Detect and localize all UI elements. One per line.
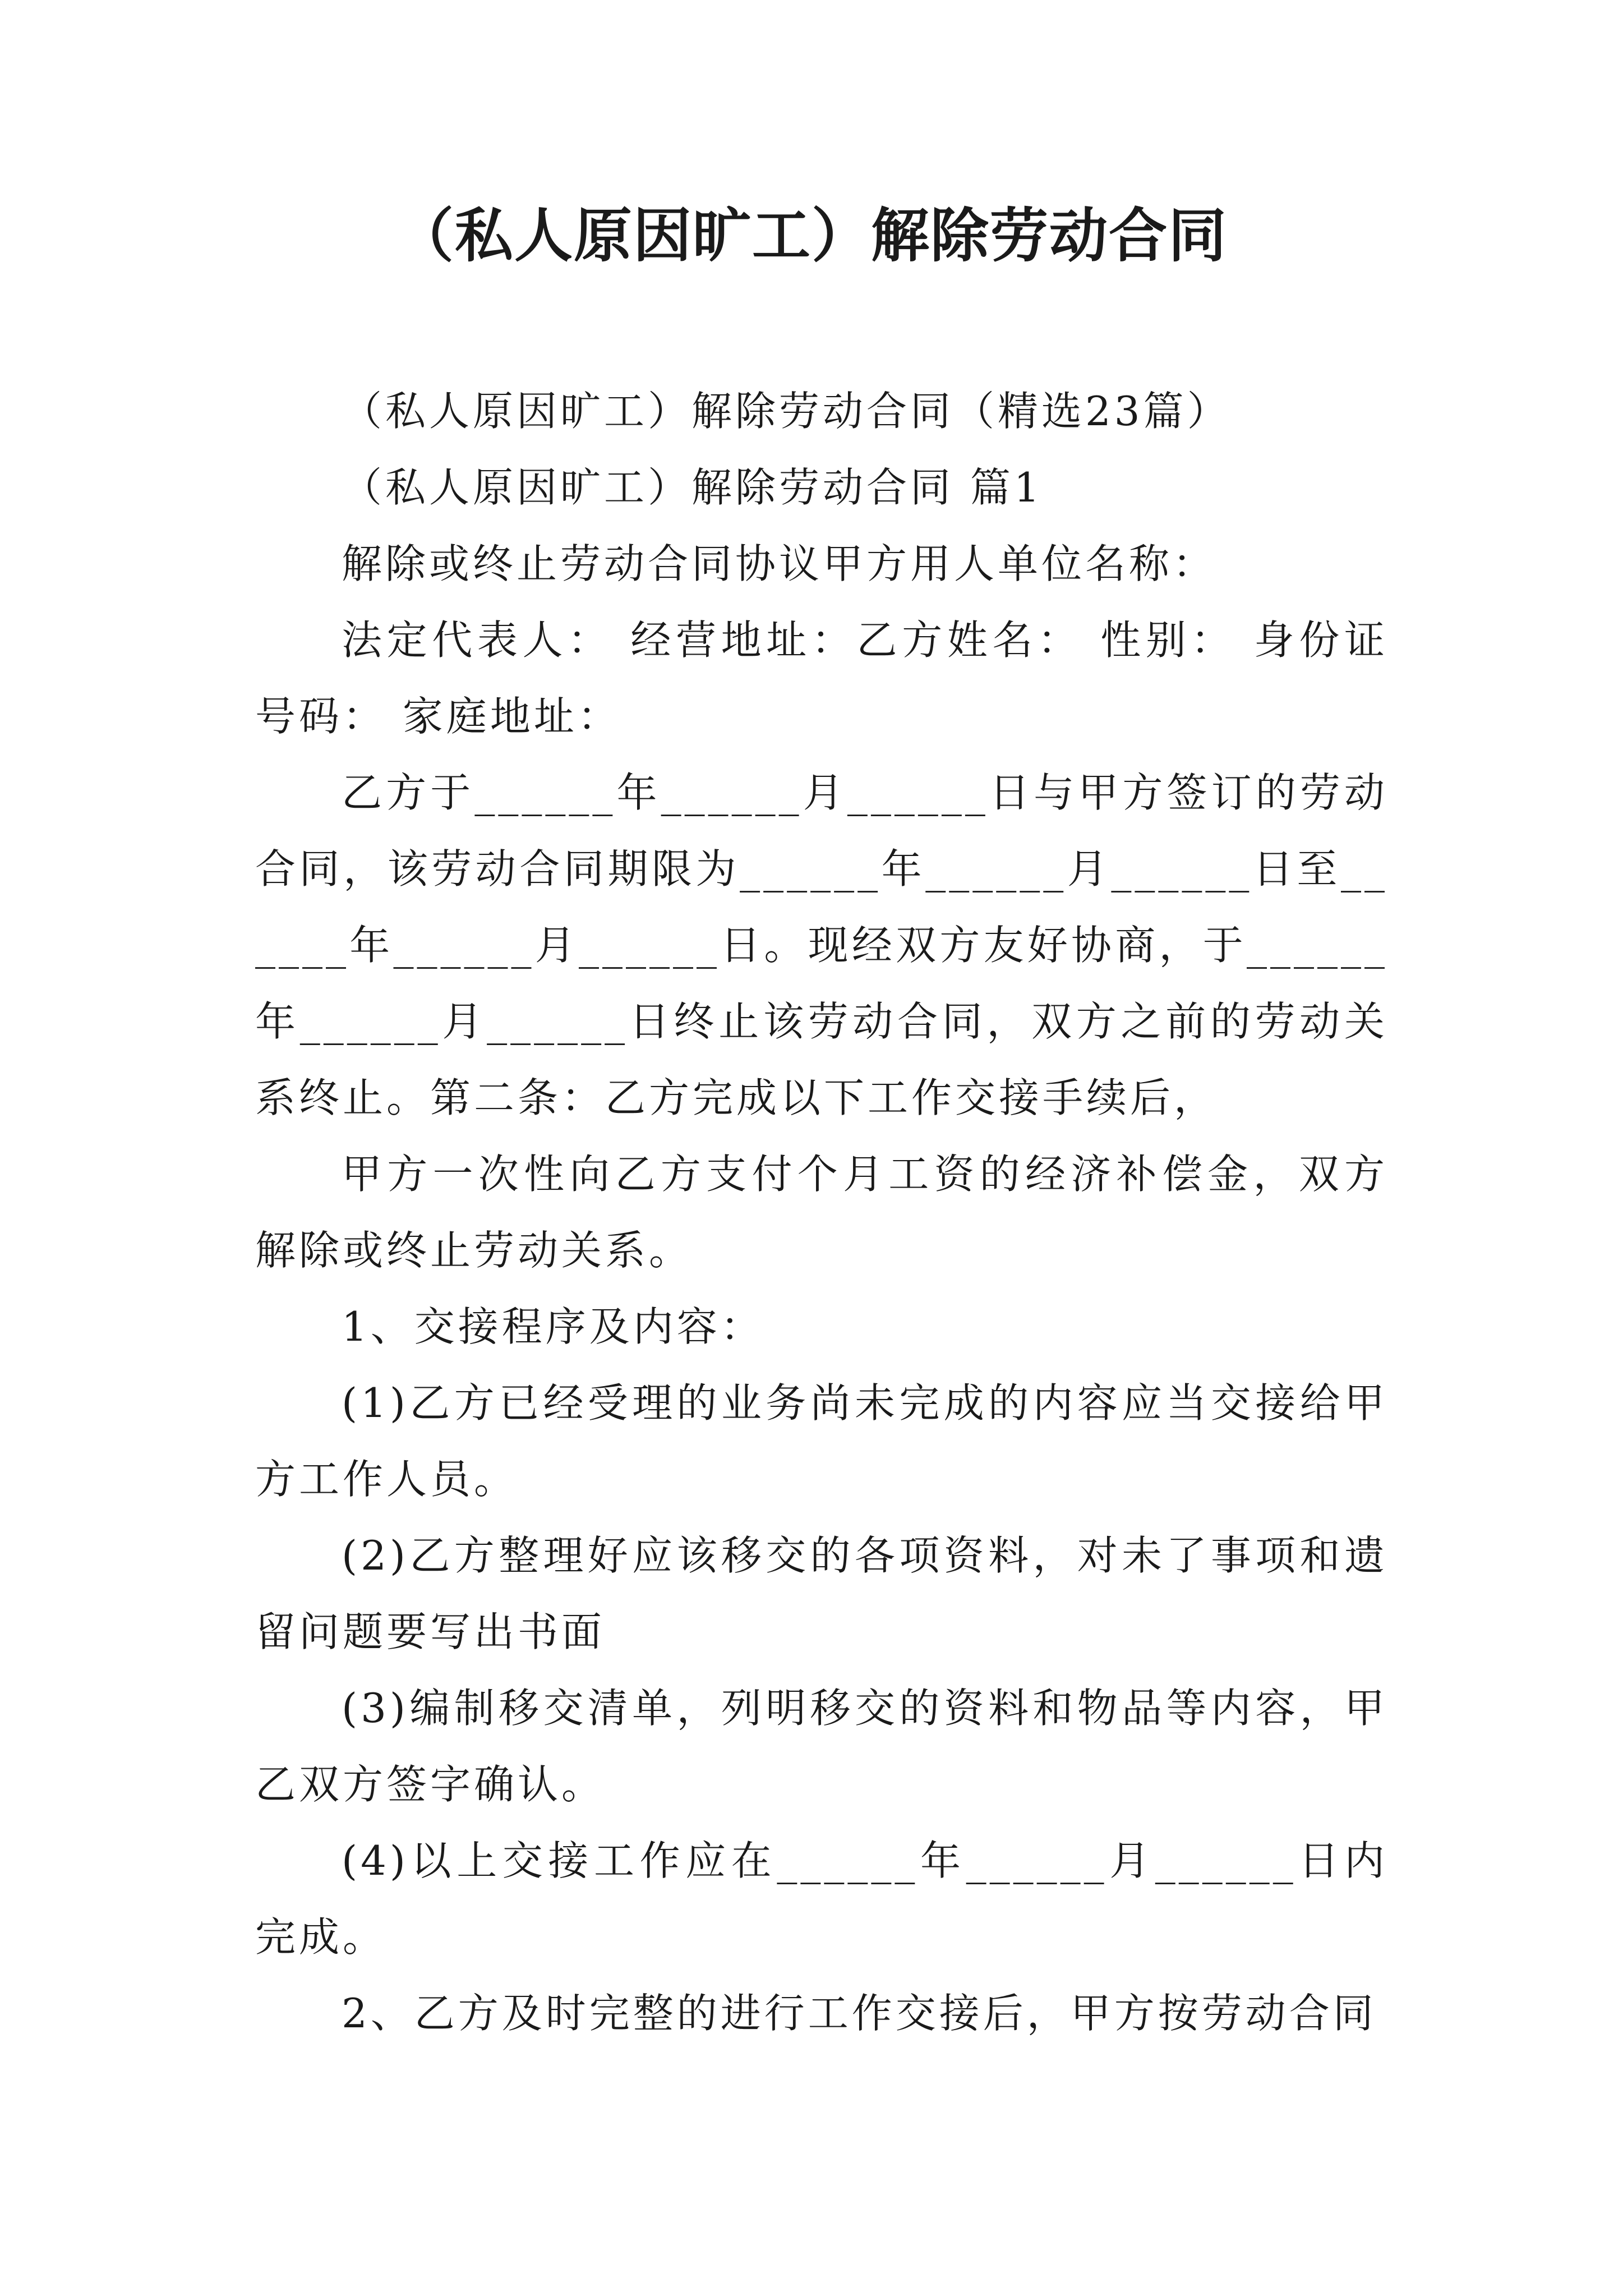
- list-item: (4)以上交接工作应在______年______月______日内完成。: [255, 1837, 1388, 1961]
- paragraph: 2、乙方及时完整的进行工作交接后，甲方按劳动合同: [342, 1990, 1377, 2037]
- document-title: （私人原因旷工）解除劳动合同: [395, 201, 1228, 270]
- document-body: [255, 373, 1388, 2051]
- paragraph: 甲方一次性向乙方支付个月工资的经济补偿金，双方解除或终止劳动关系。: [255, 1151, 1388, 1274]
- paragraph: 乙方于______年______月______日与甲方签订的劳动合同，该劳动合同期限为______年______月______日至______年______月______日。现经双方友好协商，于______年______月______日终止该劳动合同，双方之前的劳动关系终止。第二条：乙方完成以下工作交接手续后，: [255, 769, 1388, 1121]
- list-item: (3)编制移交清单，列明移交的资料和物品等内容，甲乙双方签字确认。: [255, 1685, 1388, 1808]
- paragraph-list-heading: 1、交接程序及内容：: [342, 1303, 764, 1350]
- list-item: (2)乙方整理好应该移交的各项资料，对未了事项和遗留问题要写出书面: [255, 1532, 1388, 1655]
- list-item: (1)乙方已经受理的业务尚未完成的内容应当交接给甲方工作人员。: [255, 1379, 1388, 1503]
- paragraph: 解除或终止劳动合同协议甲方用人单位名称：: [342, 540, 1217, 587]
- paragraph-section-heading: （私人原因旷工）解除劳动合同 篇1: [342, 464, 1043, 511]
- paragraph: 法定代表人： 经营地址：乙方姓名： 性别： 身份证号码： 家庭地址：: [255, 616, 1388, 740]
- paragraph-subtitle: （私人原因旷工）解除劳动合同（精选23篇）: [342, 388, 1231, 435]
